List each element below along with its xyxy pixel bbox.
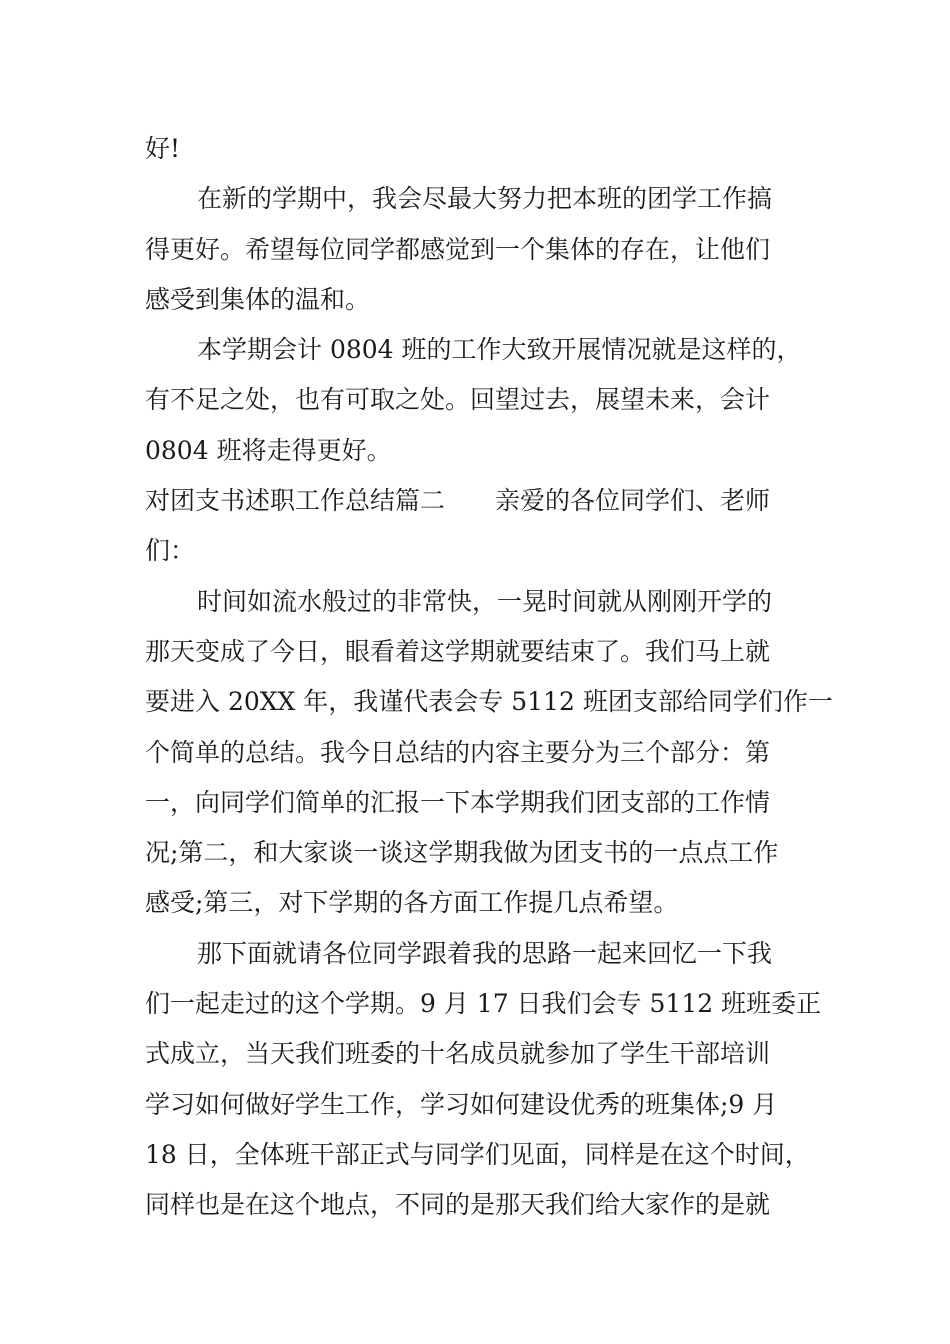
text-line: 时间如流水般过的非常快，一晃时间就从刚刚开学的	[197, 586, 773, 616]
text-line: 个简单的总结。我今日总结的内容主要分为三个部分：第	[145, 737, 771, 767]
text-line: 况;第二，和大家谈一谈这学期我做为团支书的一点点工作	[145, 838, 779, 868]
greeting-text: 亲爱的各位同学们、老师	[495, 486, 771, 516]
text-line: 好!	[145, 134, 181, 163]
section-heading-line	[145, 476, 810, 526]
text-line: 学习如何做好学生工作，学习如何建设优秀的班集体;9 月	[145, 1089, 778, 1119]
text-line: 那天变成了今日，眼看着这学期就要结束了。我们马上就	[145, 636, 771, 666]
text-line: 同样也是在这个地点，不同的是那天我们给大家作的是就	[145, 1190, 771, 1220]
text-line: 一，向同学们简单的汇报一下本学期我们团支部的工作情	[145, 787, 771, 817]
text-line: 本学期会计 0804 班的工作大致开展情况就是这样的，	[197, 335, 802, 365]
text-line: 那下面就请各位同学跟着我的思路一起来回忆一下我	[197, 938, 773, 968]
text-line: 18 日，全体班干部正式与同学们见面，同样是在这个时间，	[145, 1139, 810, 1169]
text-line: 有不足之处，也有可取之处。回望过去，展望未来，会计	[145, 385, 771, 415]
text-line: 们一起走过的这个学期。9 月 17 日我们会专 5112 班班委正	[145, 989, 822, 1019]
text-line: 0804 班将走得更好。	[145, 435, 392, 465]
section-title: 对团支书述职工作总结篇二	[145, 486, 446, 516]
text-line: 式成立，当天我们班委的十名成员就参加了学生干部培训	[145, 1039, 771, 1069]
text-line: 要进入 20XX 年，我谨代表会专 5112 班团支部给同学们作一	[145, 687, 833, 717]
text-line: 感受到集体的温和。	[145, 284, 371, 314]
document-page	[145, 124, 833, 1231]
text-line: 们：	[145, 536, 196, 566]
text-line: 得更好。希望每位同学都感觉到一个集体的存在，让他们	[145, 234, 771, 264]
text-line: 感受;第三，对下学期的各方面工作提几点希望。	[145, 888, 679, 918]
text-line: 在新的学期中，我会尽最大努力把本班的团学工作搞	[197, 184, 773, 214]
